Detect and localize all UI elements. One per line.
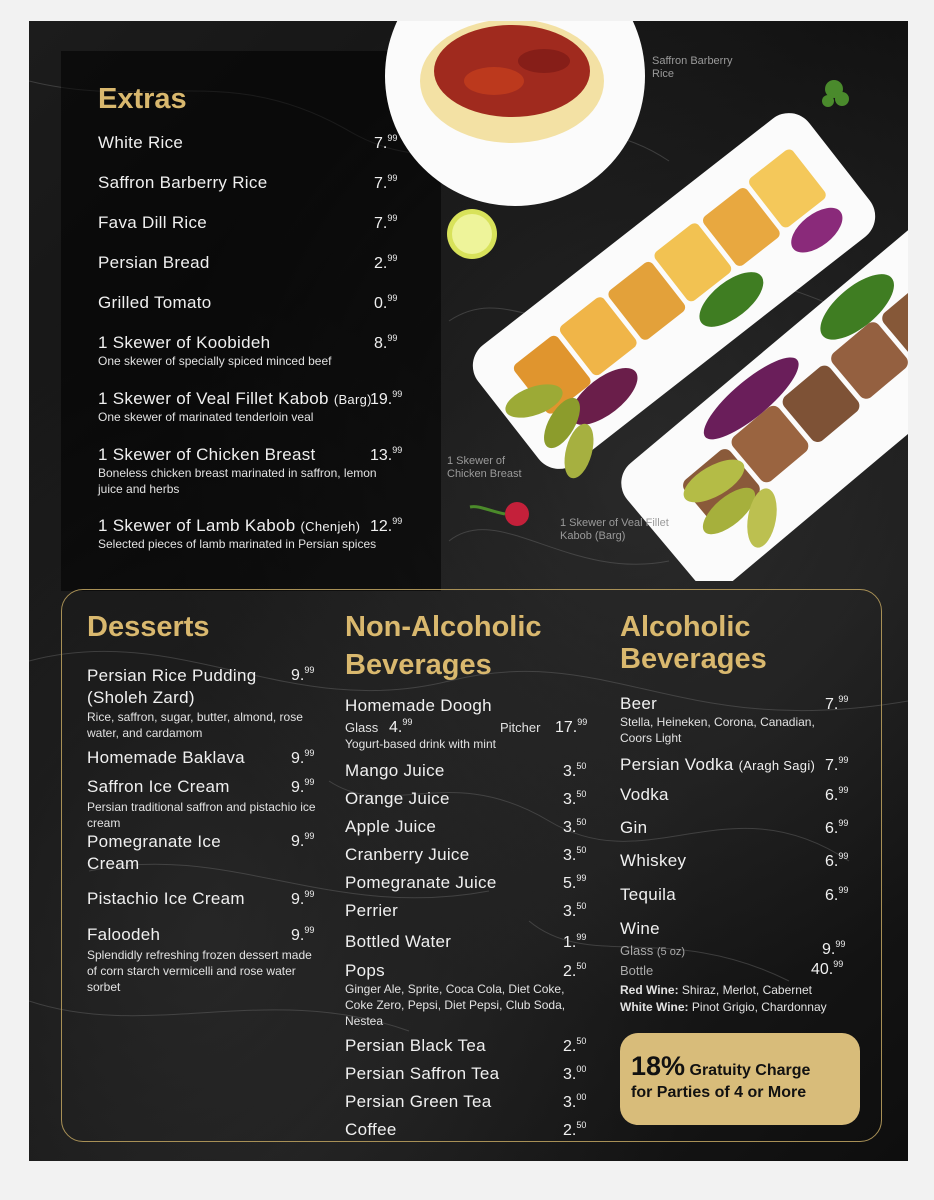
extras-item-desc: One skewer of specially spiced minced beef bbox=[98, 354, 332, 368]
price-cents: 50 bbox=[576, 1120, 587, 1130]
price-cents: 99 bbox=[304, 748, 315, 758]
price-dollars: 7. bbox=[825, 696, 839, 713]
beverage-name: Orange Juice bbox=[345, 789, 450, 808]
item-price bbox=[563, 1092, 586, 1112]
item-price bbox=[374, 333, 397, 353]
item-price bbox=[563, 817, 586, 837]
price-cents: 99 bbox=[387, 293, 398, 303]
price-cents: 99 bbox=[304, 665, 315, 675]
alcohol-name bbox=[620, 755, 815, 775]
price-dollars: 2. bbox=[563, 963, 577, 980]
doogh-desc: Yogurt-based drink with mint bbox=[345, 737, 496, 751]
item-name: Persian Vodka bbox=[620, 755, 734, 774]
price-cents: 99 bbox=[392, 389, 403, 399]
alcohol-name bbox=[620, 785, 669, 805]
beverage-name: Pomegranate Juice bbox=[345, 873, 497, 892]
white-wine-list: White Wine: Pinot Grigio, Chardonnay bbox=[620, 1000, 827, 1014]
doogh-name: Homemade Doogh bbox=[345, 696, 492, 715]
beverage-name: Persian Black Tea bbox=[345, 1036, 486, 1055]
price-dollars: 1. bbox=[563, 934, 577, 951]
price-cents: 99 bbox=[304, 925, 315, 935]
lime bbox=[447, 209, 497, 259]
extras-item-name bbox=[98, 173, 267, 193]
price-cents: 99 bbox=[576, 873, 587, 883]
extras-item-desc: Boneless chicken breast marinated in saffron, lemon juice and herbs bbox=[98, 466, 377, 496]
doogh-pitcher-label: Pitcher bbox=[500, 720, 541, 735]
dessert-name: Homemade Baklava bbox=[87, 748, 245, 767]
price-cents: 99 bbox=[838, 694, 849, 704]
item-price bbox=[563, 1036, 586, 1056]
alcoholic-title-line1: Alcoholic bbox=[620, 611, 751, 643]
beverage-name: Apple Juice bbox=[345, 817, 437, 836]
price-dollars: 12. bbox=[370, 518, 393, 535]
price-dollars: 7. bbox=[374, 135, 388, 152]
dessert-desc: Splendidly refreshing frozen dessert made of corn starch vermicelli and rose water sorbet bbox=[87, 948, 312, 994]
price-cents: 99 bbox=[392, 516, 403, 526]
gratuity-line2: for Parties of 4 or More bbox=[631, 1084, 807, 1101]
alcoholic-title-line2: Beverages bbox=[620, 643, 767, 675]
alcohol-name bbox=[620, 885, 676, 905]
price-cents: 99 bbox=[838, 755, 849, 765]
price-dollars: 3. bbox=[563, 791, 577, 808]
item-name: Vodka bbox=[620, 785, 669, 804]
item-price bbox=[825, 851, 848, 871]
price-cents: 99 bbox=[576, 932, 587, 942]
item-name: 1 Skewer of Chicken Breast bbox=[98, 445, 316, 464]
extras-item-name bbox=[98, 253, 210, 273]
price-dollars: 9. bbox=[291, 750, 305, 767]
price-cents: 99 bbox=[387, 253, 398, 263]
price-dollars: 3. bbox=[563, 847, 577, 864]
beverage-name: Persian Saffron Tea bbox=[345, 1064, 500, 1083]
price-cents: 99 bbox=[387, 333, 398, 343]
item-price bbox=[563, 961, 586, 981]
wine-bottle-price: 40.99 bbox=[811, 959, 844, 978]
item-price bbox=[291, 777, 314, 797]
caption-veal: 1 Skewer of Veal Fillet Kabob (Barg) bbox=[560, 517, 669, 542]
item-name: White Rice bbox=[98, 133, 184, 152]
wine-bottle-label: Bottle bbox=[620, 963, 654, 978]
price-dollars: 7. bbox=[374, 215, 388, 232]
dessert-name: Pistachio Ice Cream bbox=[87, 889, 245, 908]
price-cents: 99 bbox=[387, 213, 398, 223]
item-price bbox=[374, 133, 397, 153]
price-cents: 00 bbox=[576, 1064, 587, 1074]
item-price bbox=[563, 873, 586, 893]
item-price bbox=[825, 755, 848, 775]
item-name: Whiskey bbox=[620, 851, 687, 870]
price-cents: 50 bbox=[576, 789, 587, 799]
price-cents: 99 bbox=[304, 831, 315, 841]
dessert-desc: Rice, saffron, sugar, butter, almond, rose water, and cardamom bbox=[87, 710, 303, 740]
non-alcoholic-title-line1: Non-Alcoholic bbox=[345, 611, 542, 643]
price-dollars: 19. bbox=[370, 391, 393, 408]
item-price bbox=[370, 389, 402, 409]
item-price bbox=[825, 694, 848, 714]
item-price bbox=[291, 665, 314, 685]
item-name: Grilled Tomato bbox=[98, 293, 212, 312]
gratuity-badge bbox=[620, 1033, 860, 1125]
price-cents: 50 bbox=[576, 901, 587, 911]
price-dollars: 9. bbox=[291, 927, 305, 944]
alcohol-desc: Stella, Heineken, Corona, Canadian, Coors Light bbox=[620, 715, 815, 745]
dessert-name: Persian Rice Pudding (Sholeh Zard) bbox=[87, 666, 257, 707]
alcohol-name bbox=[620, 818, 647, 838]
caption-rice: Saffron Barberry Rice bbox=[652, 55, 733, 80]
item-name: Beer bbox=[620, 694, 658, 713]
doogh-glass-price: 4.99 bbox=[389, 717, 413, 736]
extras-item-name bbox=[98, 133, 183, 153]
extras-item-name bbox=[98, 213, 207, 233]
price-dollars: 7. bbox=[374, 175, 388, 192]
price-cents: 99 bbox=[304, 777, 315, 787]
price-dollars: 5. bbox=[563, 875, 577, 892]
item-note: (Aragh Sagi) bbox=[738, 758, 816, 773]
extras-item-desc: Selected pieces of lamb marinated in Persian spices bbox=[98, 537, 377, 551]
item-price bbox=[374, 253, 397, 273]
price-dollars: 6. bbox=[825, 887, 839, 904]
price-cents: 99 bbox=[387, 133, 398, 143]
price-cents: 50 bbox=[576, 761, 587, 771]
dessert-desc: Persian traditional saffron and pistachio ice cream bbox=[87, 800, 316, 830]
alcohol-name bbox=[620, 694, 657, 714]
item-price bbox=[370, 445, 402, 465]
item-price bbox=[370, 516, 402, 536]
beverage-name: Coffee bbox=[345, 1120, 397, 1139]
parsley-top bbox=[822, 80, 849, 107]
food-photo bbox=[384, 21, 908, 581]
item-price bbox=[563, 789, 586, 809]
item-price bbox=[374, 213, 397, 233]
price-cents: 99 bbox=[392, 445, 403, 455]
item-price bbox=[291, 831, 314, 851]
item-name: Persian Bread bbox=[98, 253, 210, 272]
caption-chicken: 1 Skewer of Chicken Breast bbox=[447, 455, 522, 480]
non-alcoholic-title-line2: Beverages bbox=[345, 649, 492, 681]
item-price bbox=[563, 845, 586, 865]
extras-item-name bbox=[98, 389, 372, 409]
price-dollars: 7. bbox=[825, 757, 839, 774]
dessert-name: Faloodeh bbox=[87, 925, 161, 944]
item-price bbox=[291, 925, 314, 945]
wine-glass-price: 9.99 bbox=[822, 939, 846, 958]
wine-name: Wine bbox=[620, 919, 660, 938]
beverage-desc: Ginger Ale, Sprite, Coca Cola, Diet Coke, Coke Zero, Pepsi, Diet Pepsi, Club Soda, Nestea bbox=[345, 982, 566, 1028]
price-cents: 99 bbox=[838, 818, 849, 828]
price-cents: 00 bbox=[576, 1092, 587, 1102]
item-price bbox=[825, 785, 848, 805]
item-note: (Barg) bbox=[333, 392, 372, 407]
item-note: (Chenjeh) bbox=[300, 519, 361, 534]
price-cents: 99 bbox=[838, 885, 849, 895]
doogh-pitcher-price: 17.99 bbox=[555, 717, 588, 736]
item-price bbox=[374, 173, 397, 193]
price-dollars: 8. bbox=[374, 335, 388, 352]
extras-item-name bbox=[98, 293, 212, 313]
extras-title: Extras bbox=[98, 83, 187, 115]
price-dollars: 6. bbox=[825, 820, 839, 837]
price-dollars: 13. bbox=[370, 447, 393, 464]
gratuity-percent: 18% bbox=[631, 1051, 686, 1081]
price-dollars: 3. bbox=[563, 903, 577, 920]
item-name: Gin bbox=[620, 818, 648, 837]
item-name: Fava Dill Rice bbox=[98, 213, 208, 232]
price-dollars: 2. bbox=[374, 255, 388, 272]
price-dollars: 9. bbox=[291, 891, 305, 908]
item-name: 1 Skewer of Lamb Kabob bbox=[98, 516, 296, 535]
beverage-name: Cranberry Juice bbox=[345, 845, 470, 864]
item-price bbox=[563, 761, 586, 781]
price-dollars: 9. bbox=[291, 667, 305, 684]
beverage-name: Perrier bbox=[345, 901, 399, 920]
price-cents: 50 bbox=[576, 1036, 587, 1046]
price-dollars: 3. bbox=[563, 819, 577, 836]
price-dollars: 3. bbox=[563, 1066, 577, 1083]
item-price bbox=[291, 889, 314, 909]
price-dollars: 3. bbox=[563, 763, 577, 780]
item-price bbox=[374, 293, 397, 313]
price-dollars: 9. bbox=[291, 833, 305, 850]
item-price bbox=[825, 885, 848, 905]
red-wine-list: Red Wine: Shiraz, Merlot, Cabernet bbox=[620, 983, 812, 997]
price-dollars: 6. bbox=[825, 787, 839, 804]
item-price bbox=[291, 748, 314, 768]
dessert-name: Saffron Ice Cream bbox=[87, 777, 230, 796]
beverage-name: Bottled Water bbox=[345, 932, 452, 951]
price-cents: 99 bbox=[838, 851, 849, 861]
beverage-name: Mango Juice bbox=[345, 761, 445, 780]
dessert-name: Pomegranate Ice Cream bbox=[87, 832, 221, 873]
price-cents: 50 bbox=[576, 817, 587, 827]
desserts-title: Desserts bbox=[87, 611, 210, 643]
price-dollars: 2. bbox=[563, 1122, 577, 1139]
menu-page bbox=[29, 21, 908, 1161]
price-dollars: 2. bbox=[563, 1038, 577, 1055]
extras-item-desc: One skewer of marinated tenderloin veal bbox=[98, 410, 314, 424]
item-price bbox=[563, 1120, 586, 1140]
wine-glass-label: Glass (5 oz) bbox=[620, 943, 685, 958]
beverage-name: Pops bbox=[345, 961, 385, 980]
extras-item-name bbox=[98, 333, 270, 353]
item-name: Saffron Barberry Rice bbox=[98, 173, 268, 192]
gratuity-line1: Gratuity Charge bbox=[689, 1062, 811, 1079]
price-cents: 50 bbox=[576, 845, 587, 855]
item-price bbox=[825, 818, 848, 838]
item-price bbox=[563, 901, 586, 921]
item-name: Tequila bbox=[620, 885, 676, 904]
price-dollars: 6. bbox=[825, 853, 839, 870]
item-name: 1 Skewer of Koobideh bbox=[98, 333, 271, 352]
price-dollars: 0. bbox=[374, 295, 388, 312]
price-cents: 50 bbox=[576, 961, 587, 971]
item-price bbox=[563, 1064, 586, 1084]
extras-item-name bbox=[98, 445, 316, 465]
rice-plate bbox=[385, 21, 645, 206]
radish bbox=[470, 502, 529, 526]
beverage-name: Persian Green Tea bbox=[345, 1092, 492, 1111]
doogh-glass-label: Glass bbox=[345, 720, 379, 735]
price-cents: 99 bbox=[387, 173, 398, 183]
alcohol-name bbox=[620, 851, 686, 871]
price-dollars: 9. bbox=[291, 779, 305, 796]
price-dollars: 3. bbox=[563, 1094, 577, 1111]
price-cents: 99 bbox=[838, 785, 849, 795]
item-name: 1 Skewer of Veal Fillet Kabob bbox=[98, 389, 329, 408]
item-price bbox=[563, 932, 586, 952]
extras-item-name bbox=[98, 516, 360, 536]
price-cents: 99 bbox=[304, 889, 315, 899]
